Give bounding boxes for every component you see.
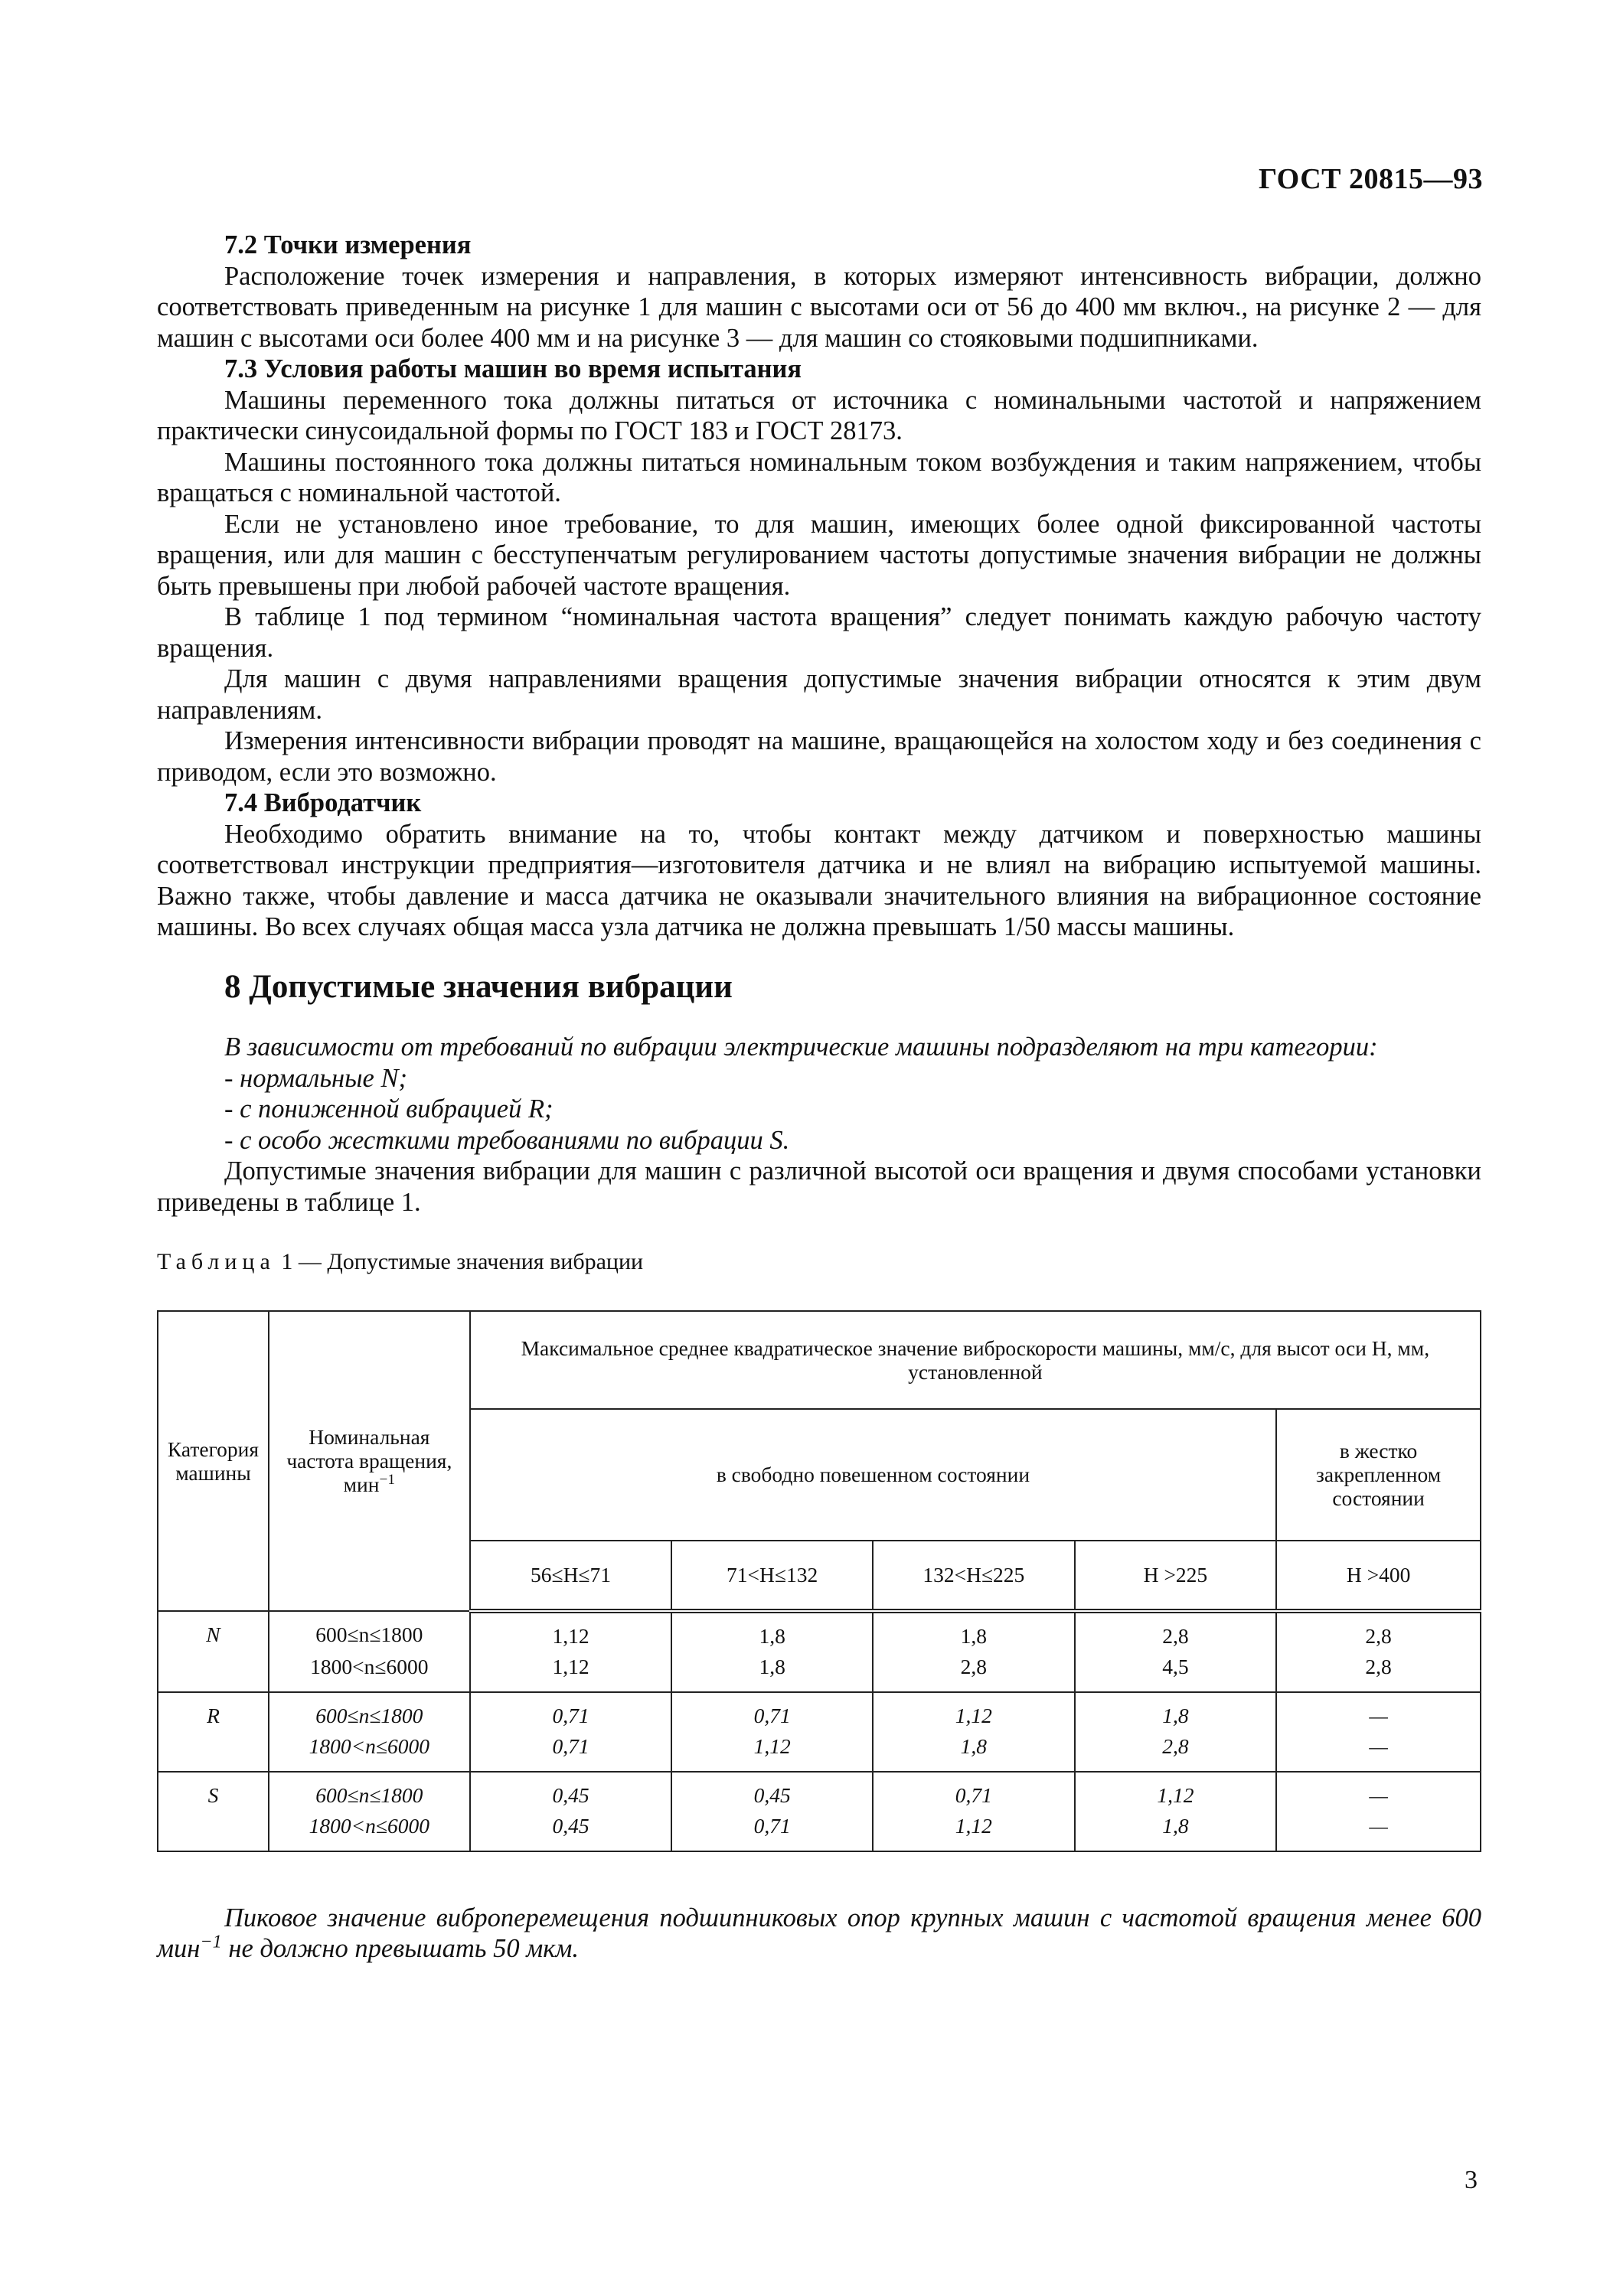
section-7-3-title: 7.3 Условия работы машин во время испытания xyxy=(224,354,802,383)
value-cell: 1,8 xyxy=(671,1611,873,1655)
frequency-cell: 1800<n≤6000 xyxy=(269,1734,470,1772)
header-height-range: 56≤H≤71 xyxy=(470,1541,672,1611)
frequency-cell: 600≤n≤1800 xyxy=(269,1692,470,1734)
value-cell: 1,8 xyxy=(873,1734,1075,1772)
value-cell: 1,8 xyxy=(873,1611,1075,1655)
frequency-cell: 600≤n≤1800 xyxy=(269,1772,470,1814)
header-height-range: H >225 xyxy=(1075,1541,1277,1611)
header-frequency xyxy=(269,1311,470,1611)
header-height-range: H >400 xyxy=(1276,1541,1481,1611)
table-caption-word: Таблица xyxy=(157,1249,276,1274)
category-cell xyxy=(158,1655,269,1692)
category-cell: R xyxy=(158,1692,269,1734)
section-7-2-paragraph: Расположение точек измерения и направления, в которых измеряют интенсивность вибрации, должно соответствовать приведенным на рисунке 1 для машин с высотами оси от 56 до 400 мм включ., на рисунке 2 — для машин с высотами оси более 400 мм и на рисунке 3 — для машин со стояковыми подшипниками. xyxy=(157,261,1481,353)
value-cell: 4,5 xyxy=(1075,1655,1277,1692)
section-7-4-title: 7.4 Вибродатчик xyxy=(224,788,422,817)
section-7-3-paragraph-3: Если не установлено иное требование, то для машин, имеющих более одной фиксированной частоты вращения, или для машин с бесступенчатым регулированием частоты допустимые значения вибрации не должны быть превышены при любой рабочей частоте вращения. xyxy=(157,509,1481,601)
section-7-3-paragraph-6: Измерения интенсивности вибрации проводят на машине, вращающейся на холостом ходу и без соединения с приводом, если это возможно. xyxy=(157,726,1481,787)
category-cell: S xyxy=(158,1772,269,1814)
header-height-range: 132<H≤225 xyxy=(873,1541,1075,1611)
value-cell: — xyxy=(1276,1814,1481,1851)
table-row xyxy=(158,1611,1481,1655)
value-cell: 1,12 xyxy=(1075,1772,1277,1814)
frequency-cell: 1800<n≤6000 xyxy=(269,1814,470,1851)
value-cell: 0,71 xyxy=(671,1814,873,1851)
value-cell: — xyxy=(1276,1692,1481,1734)
value-cell: 1,12 xyxy=(671,1734,873,1772)
value-cell: 0,45 xyxy=(671,1772,873,1814)
header-frequency-text: Номинальная частота вращения, мин xyxy=(286,1425,452,1496)
value-cell: 1,8 xyxy=(1075,1814,1277,1851)
header-free-suspension: в свободно повешенном состоянии xyxy=(470,1409,1276,1541)
value-cell: 2,8 xyxy=(1276,1611,1481,1655)
table-caption-rest: 1 — Допустимые значения вибрации xyxy=(275,1249,644,1274)
table-row xyxy=(158,1655,1481,1692)
value-cell: 0,45 xyxy=(470,1772,672,1814)
table-caption xyxy=(157,1247,1481,1278)
section-7-3-paragraph-4: В таблице 1 под термином “номинальная частота вращения” следует понимать каждую рабочую частоту вращения. xyxy=(157,602,1481,663)
category-cell xyxy=(158,1734,269,1772)
value-cell: 1,12 xyxy=(873,1692,1075,1734)
value-cell: — xyxy=(1276,1772,1481,1814)
note-text-before: Пиковое значение виброперемещения подшипниковых опор крупных машин с частотой вращения менее 600 мин xyxy=(157,1903,1481,1963)
section-8-title: 8 Допустимые значения вибрации xyxy=(224,968,733,1005)
section-7-3-paragraph-5: Для машин с двумя направлениями вращения допустимые значения вибрации относятся к этим двум направлениям. xyxy=(157,664,1481,725)
section-7-3-paragraph-1: Машины переменного тока должны питаться от источника с номинальными частотой и напряжением практически синусоидальной формы по ГОСТ 183 и ГОСТ 28173. xyxy=(157,385,1481,445)
section-7-4-paragraph: Необходимо обратить внимание на то, чтобы контакт между датчиком и поверхностью машины соответствовал инструкции предприятия—изготовителя датчика и не влиял на вибрацию испытуемой машины. Важно также, чтобы давление и масса датчика не оказывали значительного влияния на вибрационное состояние машины. Во всех случаях общая масса узла датчика не должна превышать 1/50 массы машины. xyxy=(157,819,1481,941)
table-row xyxy=(158,1734,1481,1772)
value-cell: 0,71 xyxy=(671,1692,873,1734)
page-number: 3 xyxy=(1465,2166,1478,2194)
table-row xyxy=(158,1772,1481,1814)
value-cell: 1,12 xyxy=(470,1655,672,1692)
value-cell: 1,12 xyxy=(470,1611,672,1655)
value-cell: 2,8 xyxy=(1276,1655,1481,1692)
value-cell: 1,12 xyxy=(873,1814,1075,1851)
section-8-intro: В зависимости от требований по вибрации электрические машины подразделяют на три категории: xyxy=(224,1032,1378,1062)
category-item-reduced: - с пониженной вибрацией R; xyxy=(224,1094,554,1124)
header-max-value: Максимальное среднее квадратическое значение виброскорости машины, мм/с, для высот оси H, мм, установленной xyxy=(470,1311,1481,1409)
header-frequency-sup: −1 xyxy=(379,1471,395,1488)
frequency-cell: 1800<n≤6000 xyxy=(269,1655,470,1692)
note-sup: −1 xyxy=(200,1931,222,1952)
value-cell: 1,8 xyxy=(671,1655,873,1692)
vibration-table xyxy=(157,1310,1481,1852)
note-text-after: не должно превышать 50 мкм. xyxy=(221,1934,580,1963)
value-cell: 2,8 xyxy=(1075,1611,1277,1655)
category-cell: N xyxy=(158,1611,269,1655)
frequency-cell: 600≤n≤1800 xyxy=(269,1611,470,1655)
section-7-3-paragraph-2: Машины постоянного тока должны питаться номинальным током возбуждения и таким напряжением, чтобы вращаться с номинальной частотой. xyxy=(157,447,1481,507)
value-cell: 2,8 xyxy=(1075,1734,1277,1772)
section-7-2-title: 7.2 Точки измерения xyxy=(224,230,472,259)
value-cell: 0,45 xyxy=(470,1814,672,1851)
value-cell: 2,8 xyxy=(873,1655,1075,1692)
table-note xyxy=(157,1903,1481,1965)
table-row xyxy=(158,1692,1481,1734)
section-8-paragraph: Допустимые значения вибрации для машин с различной высотой оси вращения и двумя способами установки приведены в таблице 1. xyxy=(157,1156,1481,1217)
category-item-normal: - нормальные N; xyxy=(224,1063,407,1093)
header-category: Категория машины xyxy=(158,1311,269,1611)
document-body xyxy=(157,230,1481,1965)
header-height-range: 71<H≤132 xyxy=(671,1541,873,1611)
table-row xyxy=(158,1814,1481,1851)
value-cell: 1,8 xyxy=(1075,1692,1277,1734)
value-cell: 0,71 xyxy=(470,1692,672,1734)
category-item-strict: - с особо жесткими требованиями по вибрации S. xyxy=(224,1125,790,1155)
value-cell: — xyxy=(1276,1734,1481,1772)
category-cell xyxy=(158,1814,269,1851)
header-rigid-mount: в жестко закрепленном состоянии xyxy=(1276,1409,1481,1541)
value-cell: 0,71 xyxy=(470,1734,672,1772)
value-cell: 0,71 xyxy=(873,1772,1075,1814)
standard-code: ГОСТ 20815—93 xyxy=(1258,163,1483,195)
